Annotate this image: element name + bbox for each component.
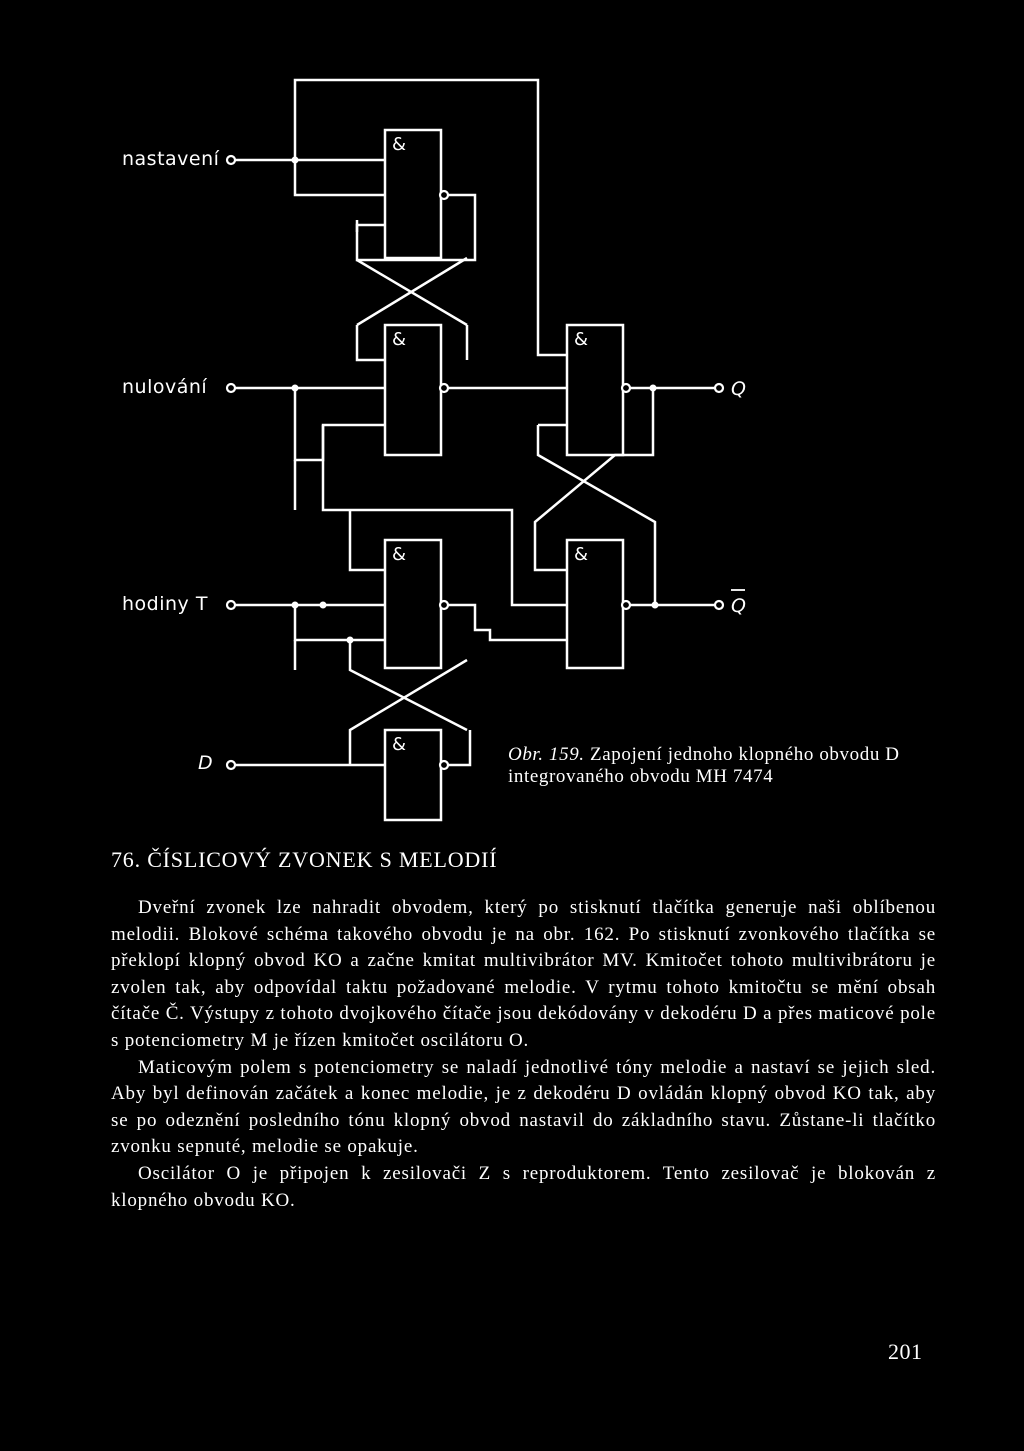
section-heading: 76. ČÍSLICOVÝ ZVONEK S MELODIÍ (111, 847, 498, 872)
caption-text: Zapojení jednoho klopného obvodu D integrovaného obvodu MH 7474 (508, 744, 900, 787)
body-text (111, 895, 936, 1214)
gate-symbol: & (392, 544, 407, 565)
paragraph: Dveřní zvonek lze nahradit obvodem, který po stisknutí tlačítka generuje naši oblíbenou melodii. Blokové schéma takového obvodu je na obr. 162. Po stisknutí zvonkového tlačítka se překlopí klopný obvod KO a začne kmitat multivibrátor MV. Kmitočet tohoto multivibrátoru je zvolen tak, aby odpovídal taktu požadované melodie. V rytmu tohoto kmitočtu se mění obsah čítače Č. Výstupy z tohoto dvojkového čítače jsou dekódovány v dekodéru D a přes maticové pole s potenciometry M je řízen kmitočet oscilátoru O. (111, 897, 936, 1051)
output-label-q-bar: Q (731, 595, 746, 617)
gate-symbol: & (574, 544, 589, 565)
input-label-preset: nastavení (122, 148, 220, 170)
figure-caption (508, 744, 928, 788)
output-label-q: Q (731, 378, 746, 400)
gate-symbol: & (392, 134, 407, 155)
gate-symbol: & (392, 734, 407, 755)
caption-label: Obr. 159. (508, 744, 585, 765)
wire-preset-bus (295, 80, 567, 355)
paragraph: Oscilátor O je připojen k zesilovači Z s reproduktorem. Tento zesilovač je blokován z klopného obvodu KO. (111, 1162, 936, 1211)
input-label-clear: nulování (122, 376, 208, 398)
paragraph: Maticovým polem s potenciometry se naladí jednotlivé tóny melodie a nastaví se jejich sled. Aby byl definován začátek a konec melodie, je z dekodéru D ovládán klopný obvod KO tak, aby se po odeznění posledního tónu klopný obvod nastavil do základního stavu. Zůstane-li tlačítko zvonku sepnuté, melodie se opakuje. (111, 1056, 936, 1158)
input-label-clock: hodiny T (122, 593, 208, 615)
page-number: 201 (888, 1339, 923, 1364)
gate-symbol: & (392, 329, 407, 350)
gate-symbol: & (574, 329, 589, 350)
input-label-data: D (198, 752, 214, 774)
